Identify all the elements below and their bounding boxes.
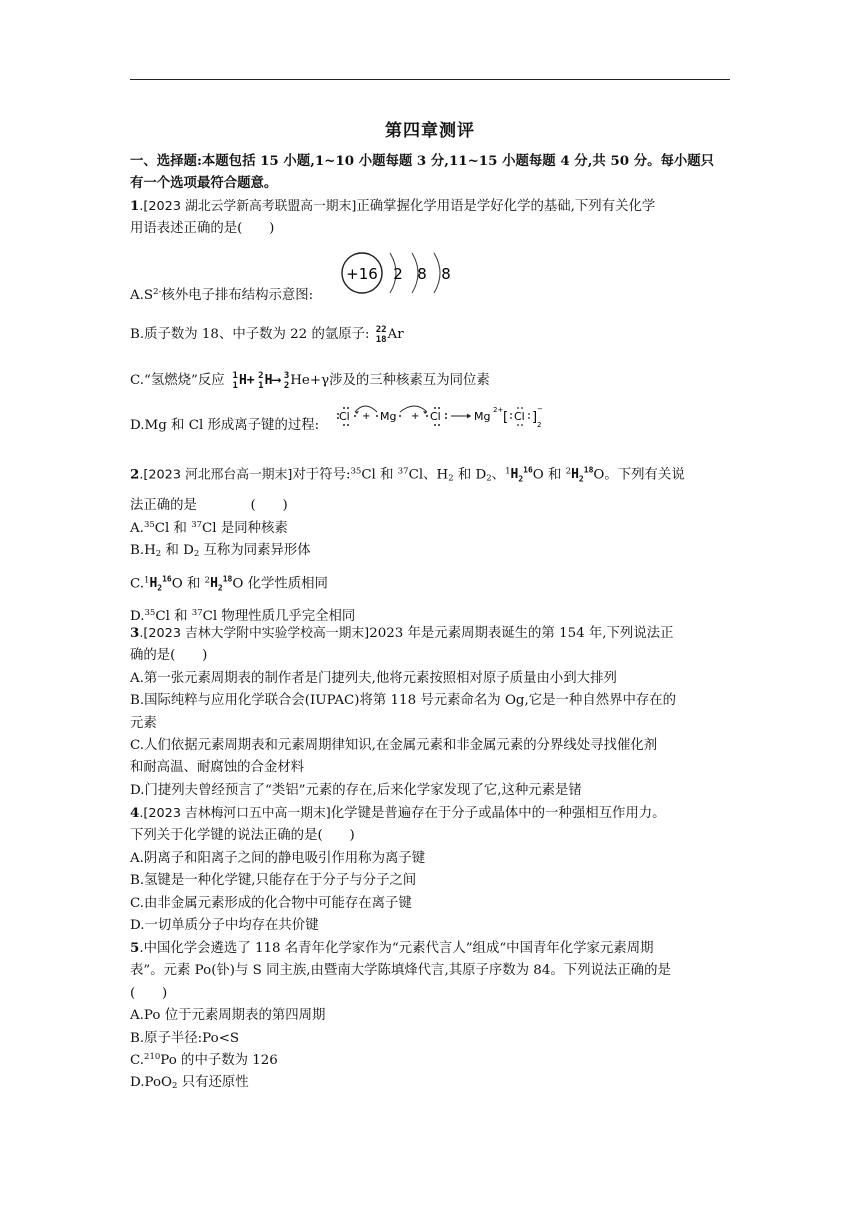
- h2-symbol: H: [264, 373, 273, 388]
- q5-option-a: A.Po 位于元素周期表的第四周期: [130, 1008, 326, 1024]
- q2-stem-a: 对于符号:: [292, 467, 351, 483]
- shell-1-count: 2: [393, 265, 403, 283]
- q1-number: 1: [130, 198, 140, 214]
- q2-option-a: A.$^{35}$Cl 和 $^{37}$Cl 是同种核素: [130, 519, 288, 536]
- q3-source: .[2023 吉林大学附中实验学校高一期末]: [139, 626, 370, 641]
- q2-h1-prefix: 1: [505, 466, 511, 477]
- q2-water-16: [510, 467, 532, 482]
- q2-stem-c: Cl、H: [408, 467, 449, 483]
- q4-option-b: B.氢键是一种化学键,只能存在于分子与分子之间: [130, 873, 417, 889]
- cl-left-symbol: Cl: [339, 410, 350, 423]
- section-header-line-2: 有一个选项最符合题意。: [130, 175, 278, 192]
- section-header-line-1: 一、选择题:本题包括 15 小题,1~10 小题每题 3 分,11~15 小题每题 4 分,共 50 分。每小题只: [130, 153, 715, 169]
- he-atomic: 2: [283, 381, 290, 391]
- q1-b-text: B.质子数为 18、中子数为 22 的氩原子:: [130, 327, 370, 342]
- q1-a-text: 核外电子排布结构示意图:: [161, 288, 314, 303]
- cl-ion-count: 2: [537, 421, 542, 429]
- q4-source: .[2023 吉林梅河口五中高一期末]: [139, 806, 331, 821]
- q1-stem-text: 正确掌握化学用语是学好化学的基础,下列有关化学: [356, 199, 656, 214]
- q4-option-d: D.一切单质分子中均存在共价键: [130, 918, 319, 934]
- argon-isotope-notation: [370, 322, 388, 345]
- q2-water18-o-mass: 18: [583, 466, 594, 475]
- q3-option-c-line-1: C.人们依据元素周期表和元素周期律知识,在金属元素和非金属元素的分界线处寻找催化剂: [130, 738, 658, 754]
- q1-a-prefix: A.S: [130, 288, 154, 303]
- q2-water18-sub: 2: [578, 474, 584, 484]
- q2-d-end: Cl 物理性质几乎完全相同: [202, 608, 356, 624]
- q3-option-b-line-1: B.国际纯粹与应用化学联合会(IUPAC)将第 118 号元素命名为 Og,它是一种自然界中存在的: [130, 693, 677, 709]
- q2-c-h2: 2: [204, 574, 211, 585]
- q2-water16-o-mass: 16: [523, 466, 533, 475]
- q1-stem-line-1: [130, 195, 734, 218]
- q1-d-text: D.Mg 和 Cl 形成离子键的过程:: [130, 418, 320, 433]
- plus-sign: +: [246, 373, 255, 388]
- plus-2: +: [411, 411, 420, 422]
- q2-water-18: [571, 467, 593, 482]
- q4-stem-line-2: 下列关于化学键的说法正确的是( ): [130, 828, 355, 844]
- q3-stem-line-2: 确的是( ): [130, 648, 208, 664]
- q2-a-text: Cl 和: [154, 520, 192, 536]
- he-isotope: [280, 368, 290, 391]
- q5-c-end: Po 的中子数为 126: [160, 1053, 278, 1069]
- q3-stem-line-1: [130, 622, 734, 645]
- q2-stem-line-2: 法正确的是 ( ): [130, 498, 288, 514]
- q2-b-mid: 和 D: [161, 543, 194, 559]
- q3-option-d: D.门捷列夫曾经预言了“类铝”元素的存在,后来化学家发现了它,这种元素是锗: [130, 782, 582, 798]
- svg-text:]: ]: [532, 410, 538, 425]
- q2-b-end: 互称为同素异形体: [199, 543, 311, 559]
- header-rule: [130, 79, 730, 80]
- q2-a-cl37: 37: [191, 519, 203, 530]
- q2-c-h1: 1: [144, 574, 150, 585]
- q2-cl37-mass: 37: [397, 466, 409, 477]
- q5-d-end: 只有还原性: [177, 1075, 249, 1091]
- q2-stem-b: Cl 和: [361, 467, 398, 483]
- cl-ion-charge: −: [537, 405, 543, 413]
- page-title: 第四章测评: [385, 121, 475, 141]
- nucleus-label: +16: [346, 265, 378, 283]
- q1-a-charge: 2-: [153, 287, 162, 297]
- question-3: [130, 622, 734, 802]
- q2-water16-sub: 2: [518, 474, 524, 484]
- q2-water18-h: H: [571, 467, 579, 483]
- h2-mass: 2: [258, 371, 264, 381]
- q1-option-c: [130, 368, 734, 392]
- q5-stem-text: .中国化学会遴选了 118 名青年化学家作为“元素代言人”组成“中国青年化学家元素周期: [139, 941, 654, 956]
- q3-stem-text: 2023 年是元素周期表诞生的第 154 年,下列说法正: [369, 626, 674, 641]
- q1-c-text: C.“氢燃烧”反应: [130, 373, 229, 388]
- q2-c-end: O 化学性质相同: [232, 575, 328, 591]
- shell-2-count: 8: [417, 265, 427, 283]
- h1-isotope: [229, 368, 239, 391]
- q2-d2-sub: 2: [486, 473, 492, 484]
- he-mass: 3: [283, 371, 290, 381]
- shell-3-count: 8: [441, 265, 451, 283]
- q1-option-b: [130, 322, 734, 346]
- q1-source: .[2023 湖北云学新高考联盟高一期末]: [139, 199, 357, 214]
- argon-symbol: Ar: [387, 327, 404, 342]
- h1-symbol: H: [238, 373, 247, 388]
- cl-right-symbol: Cl: [430, 410, 441, 423]
- reaction-arrow: ⟶: [272, 373, 281, 388]
- q2-stem-d: 和 D: [453, 467, 487, 483]
- q2-b-sub1: 2: [155, 549, 162, 560]
- q5-c-mass: 210: [144, 1052, 161, 1063]
- q2-option-d: D.$^{35}$Cl 和 $^{37}$Cl 物理性质几乎完全相同: [130, 607, 356, 624]
- q2-c-water16-h: H: [149, 575, 158, 591]
- q2-a-cl35: 35: [143, 519, 155, 530]
- q2-c-water18-o-mass: 18: [222, 574, 233, 584]
- q2-d-cl35: 35: [144, 607, 156, 618]
- h2-isotope: [255, 368, 265, 391]
- q2-stem-e: 、: [491, 467, 506, 483]
- q5-d-pre: D.PoO: [130, 1075, 173, 1091]
- q2-c-water16-o-mass: 16: [162, 574, 172, 584]
- q2-option-b: [130, 540, 734, 562]
- q2-number: 2: [130, 466, 140, 483]
- q4-stem-text: 化学键是普遍存在于分子或晶体中的一种强相互作用力。: [330, 806, 666, 821]
- q5-d-sub: 2: [172, 1081, 178, 1092]
- q3-option-c-line-2: 和耐高温、耐腐蚀的合金材料: [130, 760, 305, 776]
- q3-number: 3: [130, 625, 140, 641]
- h2-atomic: 1: [258, 381, 264, 391]
- q4-stem-line-1: [130, 802, 734, 825]
- section-header: [130, 150, 734, 195]
- ionic-bond-formation-diagram: [335, 398, 550, 434]
- q2-cl35-mass: 35: [350, 466, 362, 477]
- h1-atomic: 1: [232, 381, 238, 391]
- q2-stem-g: O。下列有关说: [593, 467, 685, 483]
- q2-stem-f: O 和: [532, 467, 566, 483]
- q2-c-water-18: [210, 576, 232, 591]
- q4-number: 4: [130, 805, 140, 821]
- q5-option-b: B.原子半径:Po<S: [130, 1030, 240, 1046]
- q2-c-pre: C.: [130, 575, 145, 591]
- q2-d-text: Cl 和: [155, 608, 192, 624]
- q2-water16-h: H: [510, 467, 519, 483]
- q5-option-d: [130, 1072, 734, 1094]
- q2-h2-prefix: 2: [565, 466, 572, 477]
- electron-shell-diagram: [340, 247, 460, 297]
- q2-source: .[2023 河北邢台高一期末]: [139, 467, 293, 483]
- question-4: [130, 802, 734, 937]
- q2-c-water-16: [149, 576, 171, 591]
- q5-stem-line-3: ( ): [130, 985, 168, 1001]
- q2-c-water18-h: H: [210, 575, 218, 591]
- q1-stem-line-2: 用语表述正确的是( ): [130, 221, 275, 237]
- question-5: [130, 937, 734, 1095]
- mg-symbol: Mg: [380, 410, 397, 423]
- plus-1: +: [362, 411, 371, 422]
- mg-ion-charge: 2+: [493, 406, 504, 414]
- q5-c-pre: C.: [130, 1053, 145, 1069]
- q3-option-b-line-2: 元素: [130, 715, 157, 731]
- q2-c-water16-sub: 2: [157, 583, 163, 593]
- q5-number: 5: [130, 940, 140, 956]
- q4-option-a: A.阴离子和阳离子之间的静电吸引作用称为离子键: [130, 850, 426, 866]
- q2-h2-sub: 2: [448, 473, 454, 484]
- argon-mass-number: 22: [375, 325, 387, 335]
- q2-stem-line-1: [130, 460, 734, 491]
- q2-a-end: Cl 是同种核素: [202, 520, 288, 536]
- q2-c-mid: O 和: [171, 575, 205, 591]
- h1-mass: 1: [232, 371, 238, 381]
- q2-b-text: B.H: [130, 543, 156, 559]
- q1-c-text-2: He+γ涉及的三种核素互为同位素: [290, 373, 490, 388]
- q4-option-c: C.由非金属元素形成的化合物中可能存在离子键: [130, 895, 412, 911]
- q5-stem-line-1: [130, 937, 734, 960]
- svg-text:[: [: [503, 410, 509, 425]
- q2-option-c: [130, 569, 734, 600]
- q5-stem-line-2: 表”。元素 Po(钋)与 S 同主族,由暨南大学陈填烽代言,其原子序数为 84。下列说法正确的是: [130, 963, 671, 979]
- q3-option-a: A.第一张元素周期表的制作者是门捷列夫,他将元素按照相对原子质量由小到大排列: [130, 670, 617, 686]
- q2-d-cl37: 37: [191, 607, 203, 618]
- mg-ion-symbol: Mg: [474, 410, 491, 423]
- cl-ion-symbol: Cl: [514, 410, 525, 423]
- q2-b-sub2: 2: [193, 549, 200, 560]
- argon-atomic-number: 18: [375, 335, 387, 345]
- q5-option-c: [130, 1050, 734, 1072]
- shell-arc-3: [434, 253, 440, 293]
- q2-c-water18-sub: 2: [217, 583, 223, 593]
- question-1: [130, 195, 734, 241]
- question-2: [130, 460, 734, 628]
